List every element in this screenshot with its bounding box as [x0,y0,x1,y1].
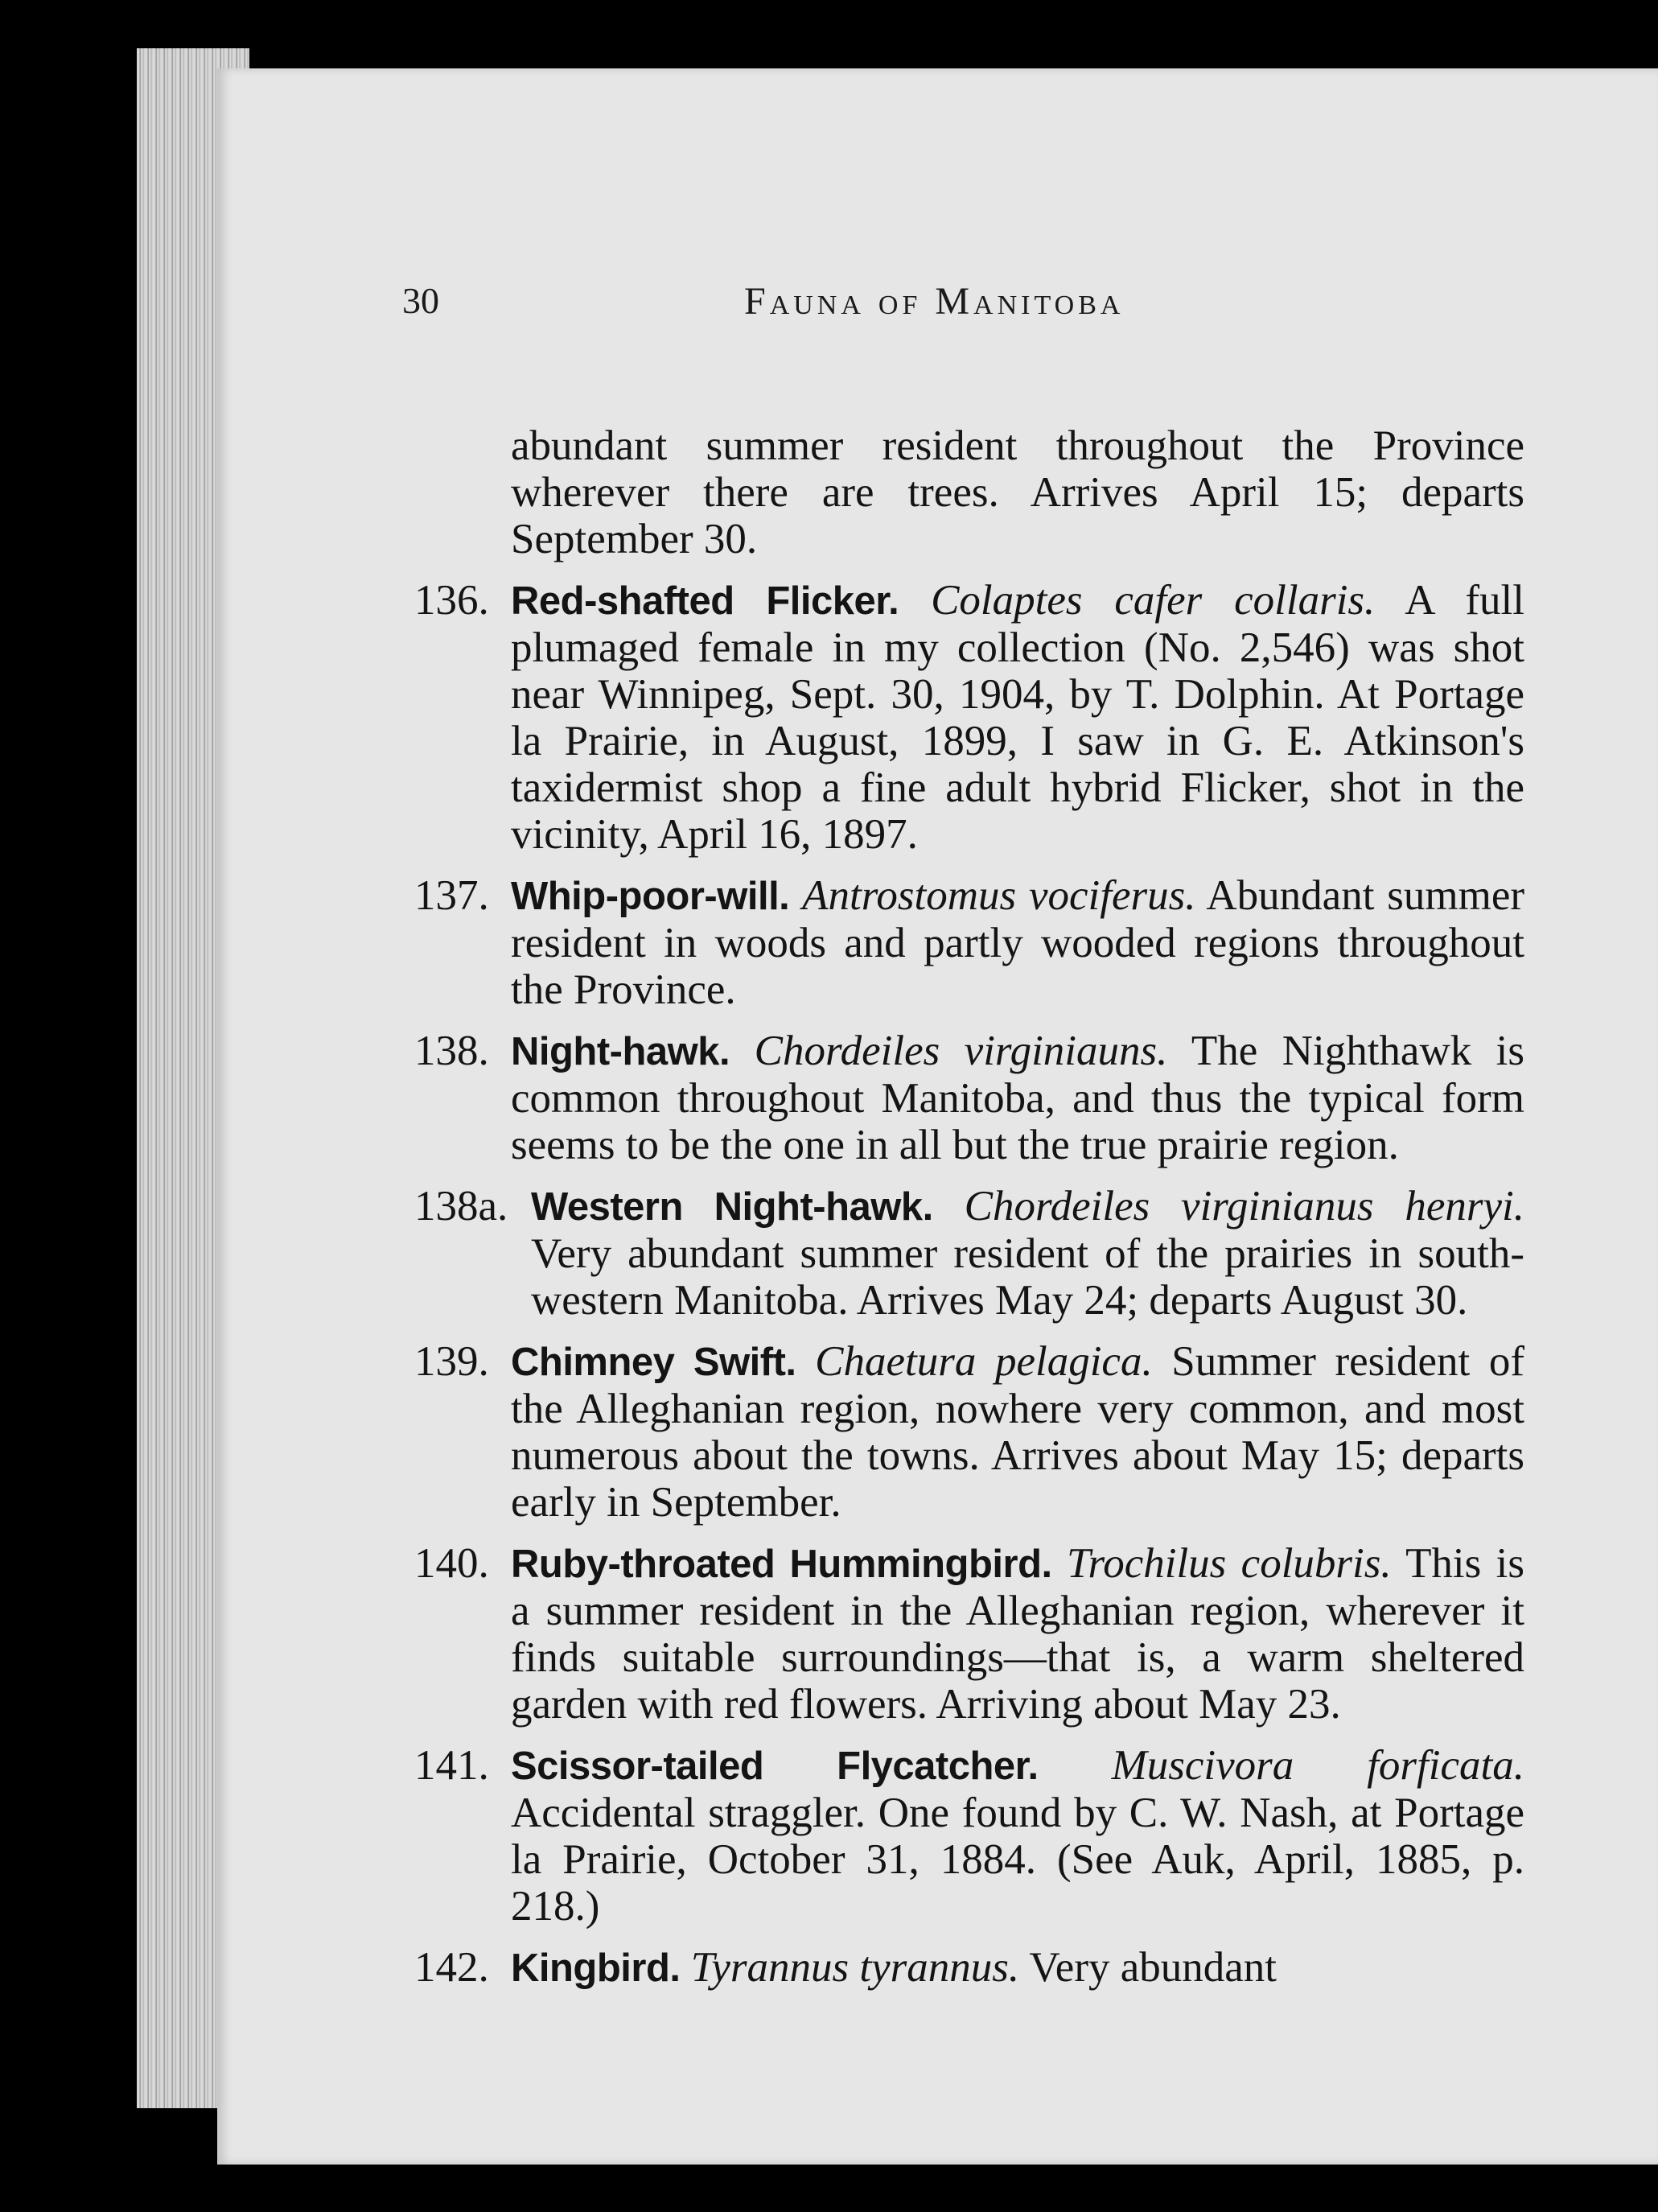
common-name: Scissor-tailed Flycatcher. [511,1744,1039,1788]
common-name: Kingbird. [511,1946,681,1990]
entry-number: 139. [414,1338,489,1385]
common-name: Red-shafted Flicker. [511,579,899,623]
scientific-name: Trochilus colubris. [1067,1540,1392,1587]
entry-text: Accidental straggler. One found by C. W. Nash, at Portage la Prairie, October 31, 1884. (See Auk, April, 1885, p. 218.) [511,1790,1524,1930]
page-number: 30 [402,280,439,321]
page-header [217,279,1658,336]
entry-number: 137. [414,872,489,919]
scientific-name: Antrostomus vociferus. [802,872,1196,919]
scientific-name: Tyrannus tyrannus. [690,1944,1020,1991]
species-entry [414,1338,1524,1526]
running-title: Fauna of Manitoba [744,280,1125,323]
scientific-name: Muscivora forficata. [1111,1742,1524,1789]
scientific-name: Chaetura pelagica. [815,1338,1153,1385]
entry-text: A full plumaged female in my collection (No. 2,546) was shot near Winnipeg, Sept. 30, 1904, by T. Dolphin. At Portage la Prairie, in August, 1899, I saw in G. E. Atkinson's taxidermist shop a fine adult hybrid Flicker, shot in the vicinity, April 16, 1897. [511,577,1525,858]
entry-number: 140. [414,1540,489,1587]
entry-number: 136. [414,577,489,624]
entry-text: Very abundant [1029,1944,1277,1991]
common-name: Chimney Swift. [511,1341,796,1384]
entry-number: 138. [414,1028,489,1074]
species-entry [414,1944,1524,1992]
scientific-name: Chordeiles virginiauns. [754,1028,1168,1074]
scientific-name: Chordeiles virginianus henryi. [964,1183,1525,1230]
entry-text: The Nighthawk is common throughout Manitoba, and thus the typical form seems to be the one in all but the true prairie region. [511,1028,1524,1168]
entry-text: This is a summer resident in the Alleghanian region, wherever it finds suitable surroundings—that is, a warm sheltered garden with red flowers. Arriving about May 23. [511,1540,1524,1728]
entry-number: 142. [414,1944,489,1991]
species-entry [414,1028,1524,1168]
continued-paragraph: abundant summer resident throughout the Province wherever there are trees. Arrives April 15; departs September 30. [511,422,1524,562]
species-entry [414,1183,1524,1324]
entry-text: Summer resident of the Alleghanian region, nowhere very common, and most numerous about the towns. Arrives about May 15; departs early in September. [511,1338,1524,1526]
book-page [217,68,1658,2165]
entry-number: 141. [414,1742,489,1789]
species-entry [414,1742,1524,1930]
common-name: Ruby-throated Hummingbird. [511,1543,1052,1586]
common-name: Night-hawk. [511,1030,730,1073]
scientific-name: Colaptes cafer collaris. [931,577,1376,624]
entry-text: Very abundant summer resident of the prairies in south-western Manitoba. Arrives May 24; departs August 30. [531,1230,1524,1324]
common-name: Western Night-hawk. [531,1185,933,1229]
species-entry [414,872,1524,1013]
page-body [414,422,1658,2006]
common-name: Whip-poor-will. [511,875,790,918]
species-entry [414,1540,1524,1728]
species-entry [414,577,1524,858]
entry-number: 138a. [414,1183,508,1230]
entry-text: Abundant summer resident in woods and partly wooded regions throughout the Province. [511,872,1524,1013]
